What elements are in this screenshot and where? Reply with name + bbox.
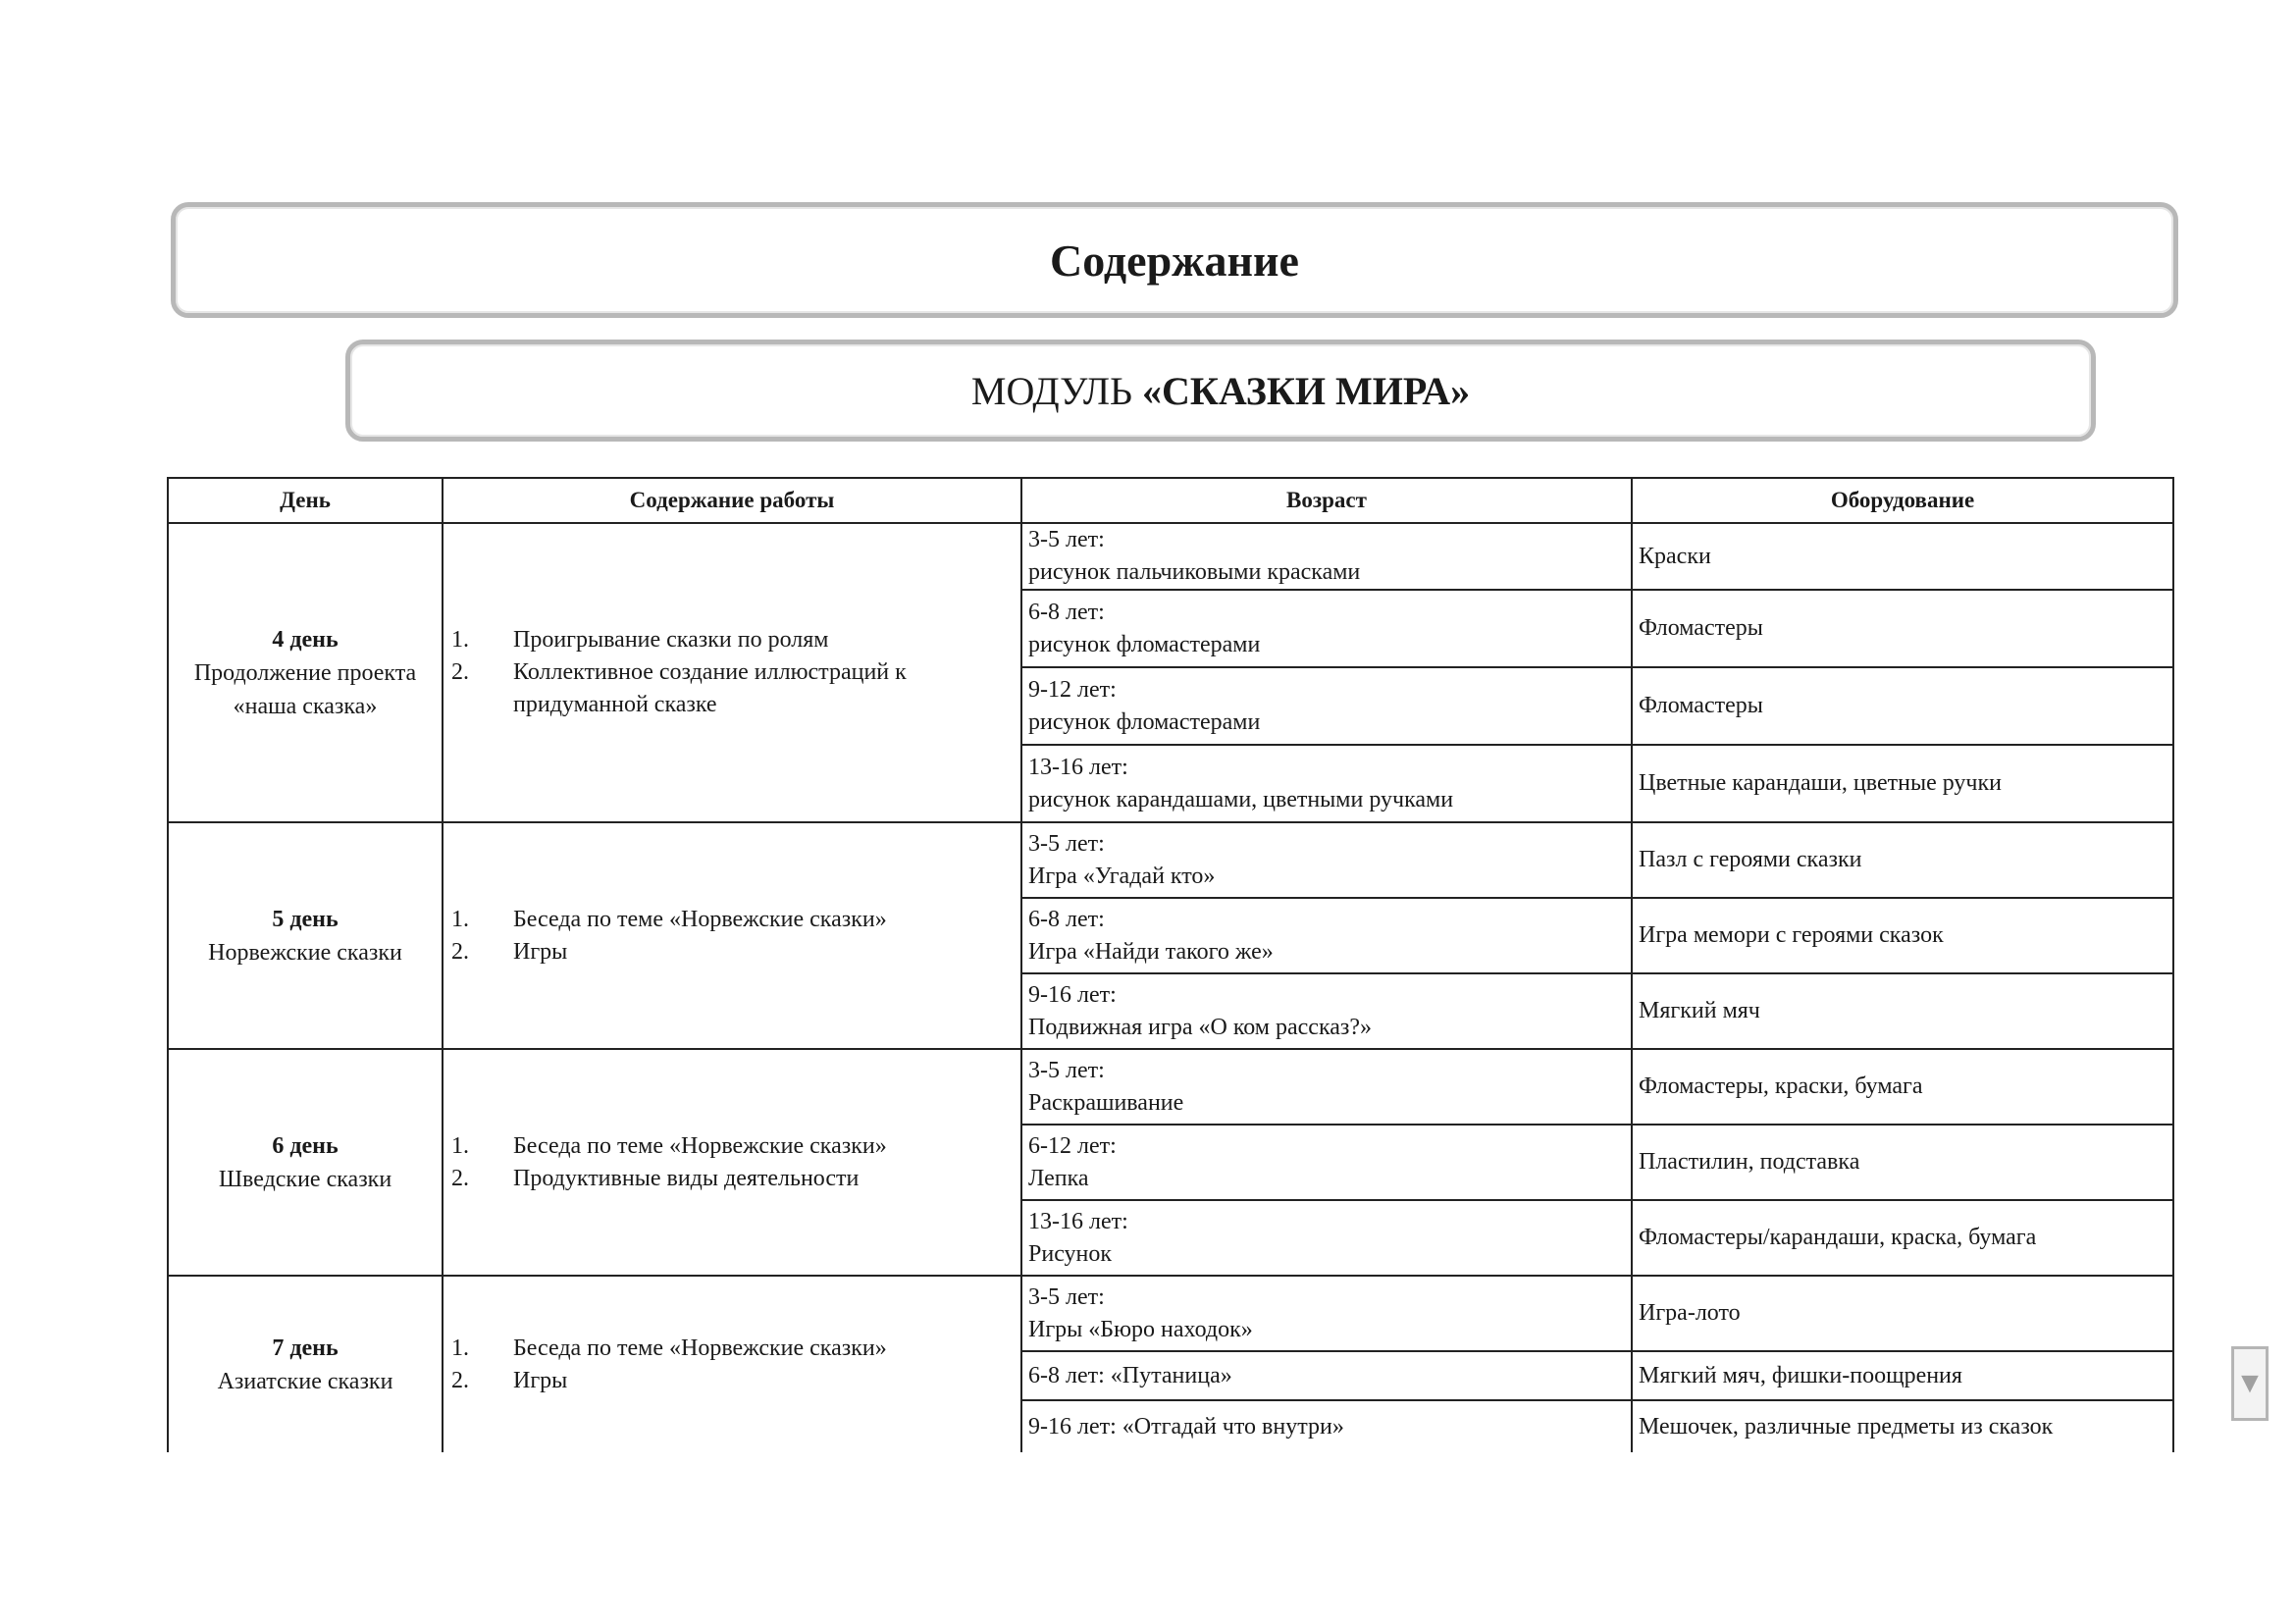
table-row: [168, 822, 2173, 898]
equipment-cell: Пазл с героями сказки: [1632, 822, 2173, 898]
table-row: [168, 1049, 2173, 1125]
day-label: 4 день: [272, 626, 339, 653]
module-title: [971, 368, 1470, 414]
day-label: 7 день: [272, 1335, 339, 1361]
title-banner: [171, 202, 2178, 318]
work-item: 2. Коллективное создание иллюстраций к придуманной сказке: [451, 659, 907, 717]
age-cell: 6-8 лет: Игра «Найди такого же»: [1021, 898, 1632, 973]
age-cell: 9-16 лет: Подвижная игра «О ком рассказ?»: [1021, 973, 1632, 1049]
day-label: 6 день: [272, 1132, 339, 1159]
day-topic: Шведские сказки: [218, 1166, 392, 1192]
day-cell: [168, 523, 443, 822]
age-cell: 6-8 лет: «Путаница»: [1021, 1351, 1632, 1400]
module-name: «СКАЗКИ МИРА»: [1142, 368, 1471, 413]
equipment-cell: Фломастеры: [1632, 590, 2173, 667]
equipment-cell: Фломастеры: [1632, 667, 2173, 745]
day-topic: «наша сказка»: [233, 693, 378, 719]
work-item: 1. Беседа по теме «Норвежские сказки»: [451, 1132, 887, 1159]
day-cell: [168, 822, 443, 1049]
work-item: 1. Беседа по теме «Норвежские сказки»: [451, 1335, 887, 1361]
equipment-cell: Фломастеры, краски, бумага: [1632, 1049, 2173, 1125]
header-equipment: Оборудование: [1632, 478, 2173, 523]
equipment-cell: Мягкий мяч, фишки-поощрения: [1632, 1351, 2173, 1400]
age-cell: 3-5 лет: Раскрашивание: [1021, 1049, 1632, 1125]
scroll-down-button[interactable]: [2231, 1346, 2269, 1421]
page-title: Содержание: [1050, 235, 1299, 286]
table-row: [168, 1276, 2173, 1351]
table-header-row: [168, 478, 2173, 523]
header-day: День: [168, 478, 443, 523]
day-cell: [168, 1276, 443, 1452]
module-prefix: МОДУЛЬ: [970, 368, 1143, 413]
day-topic: Азиатские сказки: [217, 1368, 393, 1394]
equipment-cell: Пластилин, подставка: [1632, 1125, 2173, 1200]
schedule-table: [167, 477, 2174, 1452]
age-cell: 3-5 лет: Игры «Бюро находок»: [1021, 1276, 1632, 1351]
age-cell: 9-16 лет: «Отгадай что внутри»: [1021, 1400, 1632, 1452]
age-cell: 3-5 лет: Игра «Угадай кто»: [1021, 822, 1632, 898]
work-cell: [443, 523, 1021, 822]
equipment-cell: Игра мемори с героями сказок: [1632, 898, 2173, 973]
equipment-cell: Фломастеры/карандаши, краска, бумага: [1632, 1200, 2173, 1276]
equipment-cell: Мягкий мяч: [1632, 973, 2173, 1049]
work-item: 2. Игры: [451, 1367, 568, 1393]
work-item: 2. Игры: [451, 938, 568, 965]
age-cell: 6-12 лет: Лепка: [1021, 1125, 1632, 1200]
age-cell: 13-16 лет: рисунок карандашами, цветными ручками: [1021, 745, 1632, 822]
header-work: Содержание работы: [443, 478, 1021, 523]
module-banner: [345, 340, 2096, 442]
work-item: 1. Беседа по теме «Норвежские сказки»: [451, 906, 887, 932]
work-item: 1. Проигрывание сказки по ролям: [451, 627, 829, 653]
age-cell: 6-8 лет: рисунок фломастерами: [1021, 590, 1632, 667]
table-row: [168, 523, 2173, 590]
work-item: 2. Продуктивные виды деятельности: [451, 1165, 860, 1191]
work-cell: [443, 1049, 1021, 1276]
triangle-down-icon: ▼: [2235, 1367, 2265, 1399]
age-cell: 13-16 лет: Рисунок: [1021, 1200, 1632, 1276]
day-label: 5 день: [272, 906, 339, 932]
day-cell: [168, 1049, 443, 1276]
work-cell: [443, 822, 1021, 1049]
equipment-cell: Краски: [1632, 523, 2173, 590]
work-cell: [443, 1276, 1021, 1452]
equipment-cell: Мешочек, различные предметы из сказок: [1632, 1400, 2173, 1452]
age-cell: 9-12 лет: рисунок фломастерами: [1021, 667, 1632, 745]
day-topic: Продолжение проекта: [193, 659, 417, 686]
header-age: Возраст: [1021, 478, 1632, 523]
age-cell: 3-5 лет: рисунок пальчиковыми красками: [1021, 523, 1632, 590]
equipment-cell: Цветные карандаши, цветные ручки: [1632, 745, 2173, 822]
equipment-cell: Игра-лото: [1632, 1276, 2173, 1351]
day-topic: Норвежские сказки: [208, 939, 402, 966]
